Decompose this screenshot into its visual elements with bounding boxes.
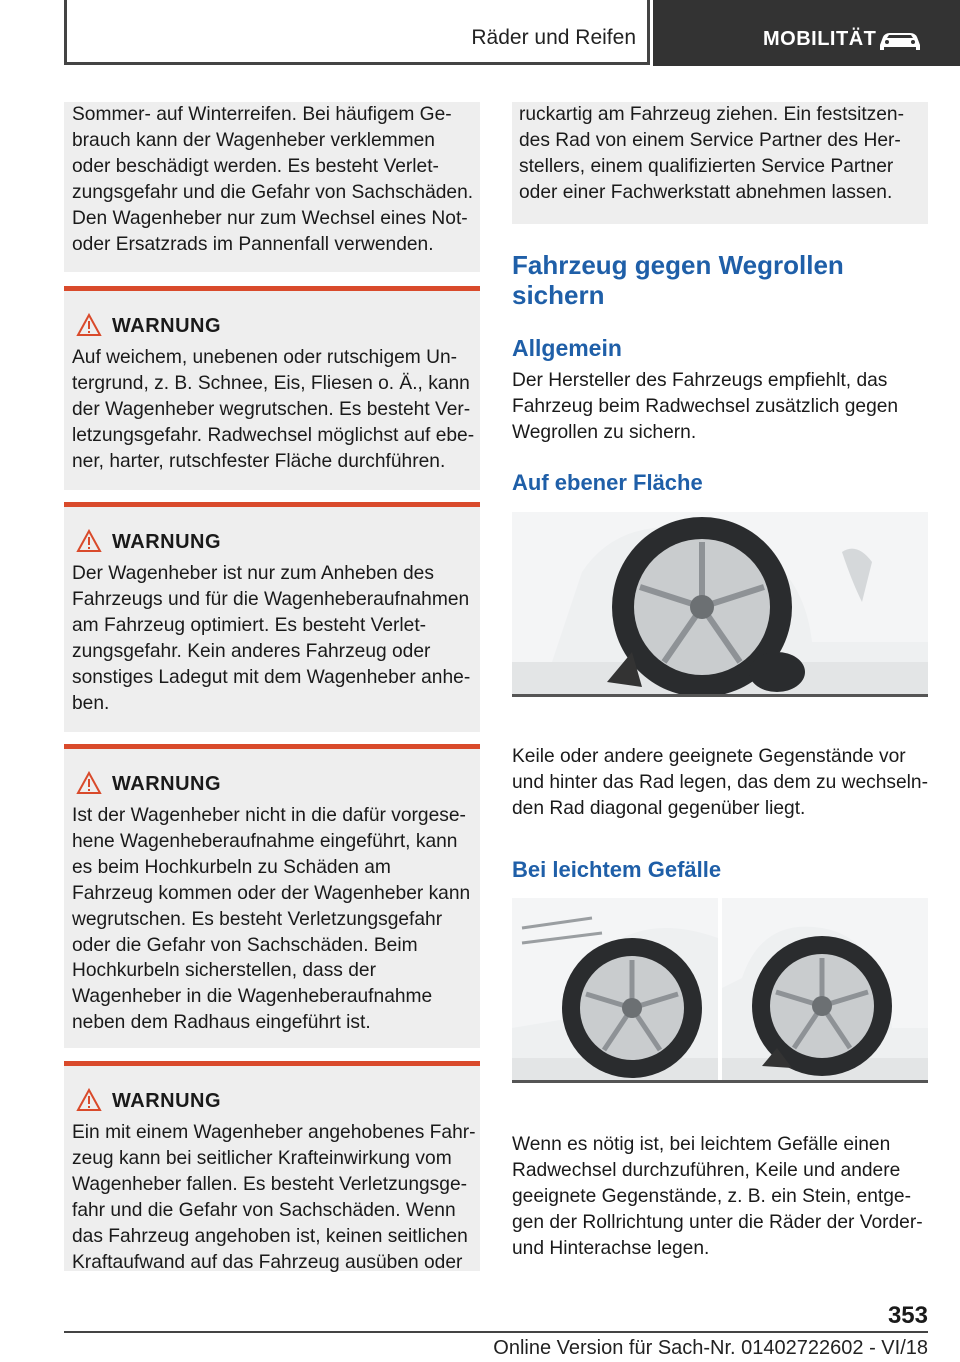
warning-bar xyxy=(64,1061,480,1066)
warning-box-2 xyxy=(64,502,480,732)
subheading-flat: Auf ebener Fläche xyxy=(512,470,703,495)
online-version-note: Online Version für Sach-Nr. 01402722602 - VI/18 xyxy=(493,1337,928,1359)
intro-box-text: Sommer- auf Winterreifen. Bei häufigem Gebrauch kann der Wagenheber verklemmen oder beschädigt werden. Es besteht Verletzungsgefahr und die Gefahr von Sachschäden. Den Wagenheber nur zum Wechsel eines Not- oder Ersatzrads im Pannenfall verwenden. xyxy=(72,104,474,255)
car-icon xyxy=(876,29,924,53)
wheel-chock-slope-image-front xyxy=(512,898,718,1080)
image-bottom-rule xyxy=(512,694,928,697)
warning-box-1 xyxy=(64,286,480,490)
warning-text: Auf weichem, unebenen oder rutschigem Untergrund, z. B. Schnee, Eis, Fliesen o. Ä., kann der Wagenheber wegrutschen. Es besteht Verletzungsgefahr. Radwechsel möglichst auf ebener, harter, rutschfester Fläche durchführen. xyxy=(72,347,475,472)
header-divider-bottom xyxy=(64,62,650,65)
flat-paragraph: Keile oder andere geeignete Gegenstände vor und hinter das Rad legen, das dem zu wechselnden Rad diagonal gegenüber liegt. xyxy=(512,746,928,819)
warning-text: Ist der Wagenheber nicht in die dafür vorgesehene Wagenheberaufnahme eingeführt, kann es beim Hochkurbeln zu Schäden am Fahrzeug kommen oder der Wagenheber kann wegrutschen. Es besteht Verletzungsgefahr oder die Gefahr von Sachschäden. Beim Hochkurbeln sicherstellen, dass der Wagenheber in die Wagenheberaufnahme neben dem Radhaus eingeführt ist. xyxy=(72,805,471,1034)
section-title: MOBILITÄT xyxy=(763,28,877,50)
warning-box-4 xyxy=(64,1061,480,1271)
header-divider-right xyxy=(647,0,650,62)
front-wheel-illustration xyxy=(512,898,718,1080)
general-paragraph: Der Hersteller des Fahrzeugs empfiehlt, das Fahrzeug beim Radwechsel zusätzlich gegen Wegrollen zu sichern. xyxy=(512,370,899,443)
warning-triangle-icon xyxy=(76,529,102,553)
section-heading: Fahrzeug gegen Wegrollen sichern xyxy=(512,250,844,310)
warning-triangle-icon xyxy=(76,313,102,337)
subheading-general: Allgemein xyxy=(512,335,622,361)
warning-triangle-icon xyxy=(76,771,102,795)
warning-title: WARNUNG xyxy=(112,1090,222,1112)
warning-triangle-icon xyxy=(76,1088,102,1112)
subheading-slope: Bei leichtem Gefälle xyxy=(512,857,722,882)
warning-text: Der Wagenheber ist nur zum Anheben des Fahrzeugs und für die Wagenheberaufnahmen am Fahrzeug optimiert. Es besteht Verletzungsgefahr. Kein anderes Fahrzeug oder sonstiges Ladegut mit dem Wagenheber anheben. xyxy=(72,563,471,714)
warning-title: WARNUNG xyxy=(112,315,222,337)
page-header xyxy=(0,0,960,70)
warning-bar xyxy=(64,502,480,507)
warning-bar xyxy=(64,286,480,291)
slope-paragraph: Wenn es nötig ist, bei leichtem Gefälle einen Radwechsel durchzuführen, Keile und andere geeignete Gegenstände, z. B. ein Stein, entgegen der Rollrichtung unter die Räder der Vorder- und Hinterachse legen. xyxy=(512,1134,923,1259)
image-bottom-rule xyxy=(512,1080,928,1083)
warning-bar xyxy=(64,744,480,749)
warning-title: WARNUNG xyxy=(112,531,222,553)
wheel-chock-slope-image-rear xyxy=(722,898,928,1080)
rear-wheel-illustration xyxy=(722,898,928,1080)
wheel-photo-illustration xyxy=(512,512,928,694)
wheel-chock-flat-image xyxy=(512,512,928,694)
warning-continued-text: ruckartig am Fahrzeug ziehen. Ein festsitzendes Rad von einem Service Partner des Herstellers, einem qualifizierten Service Partner oder einer Fachwerkstatt abnehmen lassen. xyxy=(519,104,904,203)
page-number: 353 xyxy=(887,1302,928,1329)
footer-divider xyxy=(64,1331,928,1333)
chapter-title: Räder und Reifen xyxy=(471,26,636,49)
header-divider-left xyxy=(64,0,67,62)
warning-text: Ein mit einem Wagenheber angehobenes Fahrzeug kann bei seitlicher Krafteinwirkung vom Wagenheber fallen. Es besteht Verletzungsgefahr und die Gefahr von Sachschäden. Wenn das Fahrzeug angehoben ist, keinen seitlichen Kraftaufwand auf das Fahrzeug ausüben oder xyxy=(72,1122,476,1273)
warning-title: WARNUNG xyxy=(112,773,222,795)
warning-continued-box xyxy=(512,102,928,224)
warning-box-3 xyxy=(64,744,480,1048)
intro-continued-box xyxy=(64,102,480,272)
